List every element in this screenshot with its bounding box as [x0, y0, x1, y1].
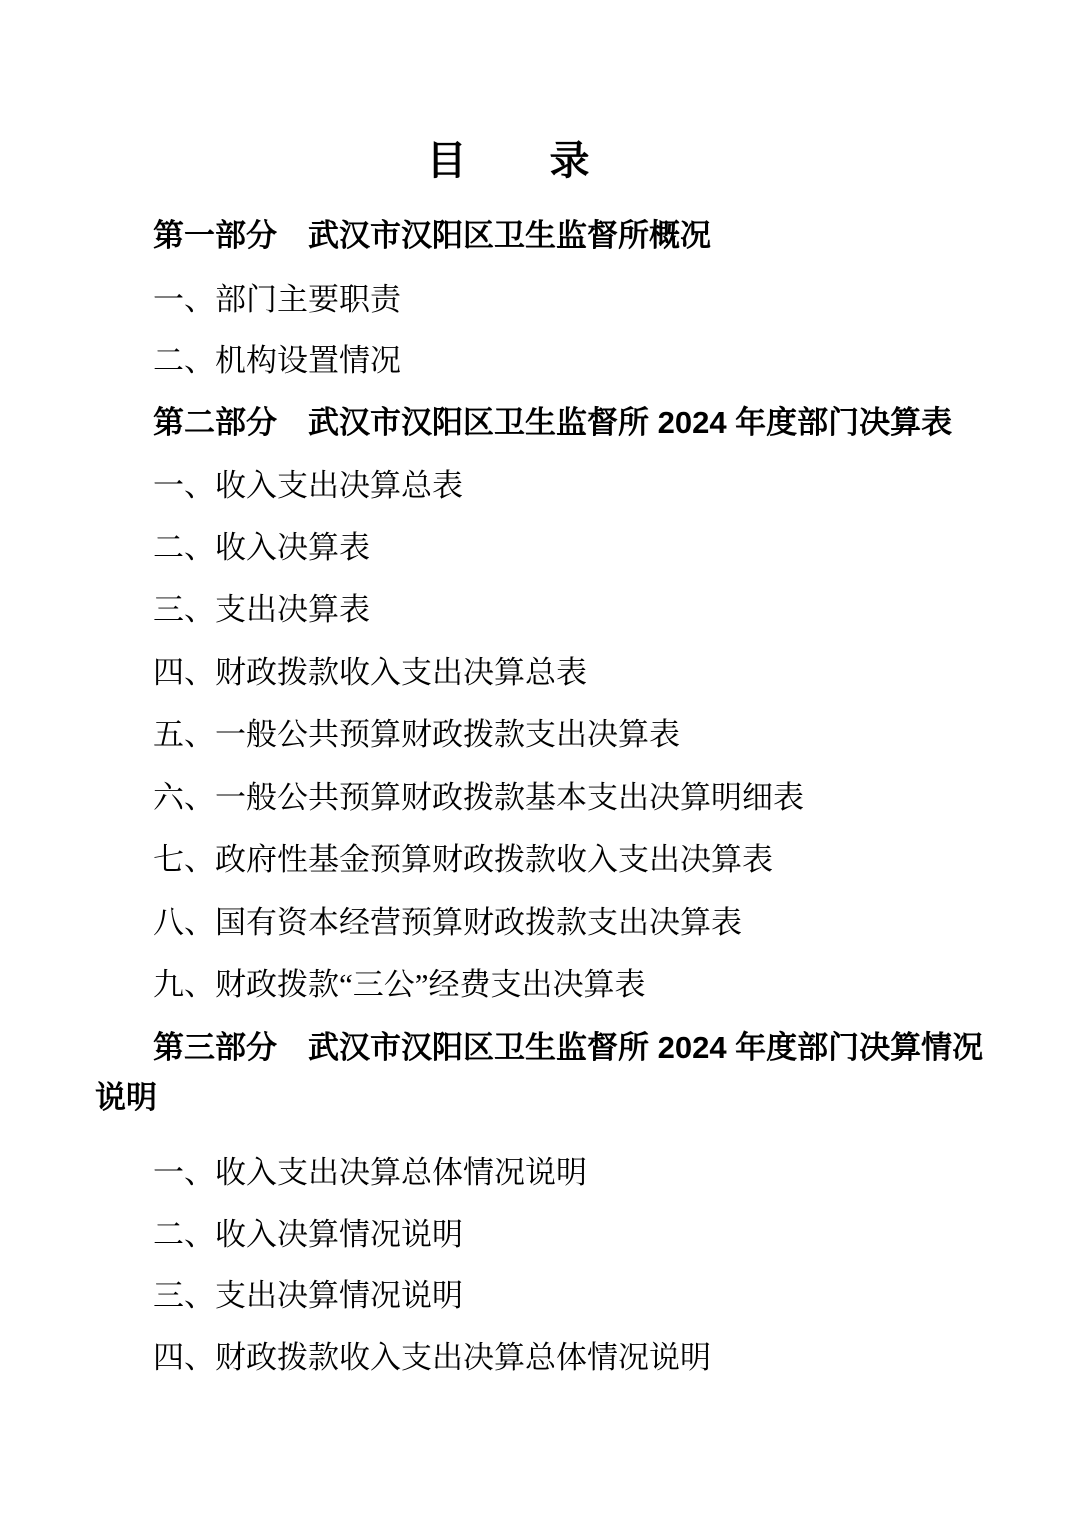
toc-item-part3-4: 四、财政拨款收入支出决算总体情况说明 — [153, 1340, 711, 1375]
toc-item-part2-4: 四、财政拨款收入支出决算总表 — [153, 655, 587, 690]
section-heading-part2: 第二部分 武汉市汉阳区卫生监督所 2024 年度部门决算表 — [153, 405, 953, 440]
toc-item-part1-1: 一、部门主要职责 — [153, 282, 401, 317]
toc-item-part2-8: 八、国有资本经营预算财政拨款支出决算表 — [153, 905, 742, 940]
toc-item-part2-2: 二、收入决算表 — [153, 530, 370, 565]
toc-item-part3-2: 二、收入决算情况说明 — [153, 1217, 463, 1252]
toc-item-part2-3: 三、支出决算表 — [153, 592, 370, 627]
toc-item-part1-2: 二、机构设置情况 — [153, 343, 401, 378]
toc-item-part3-3: 三、支出决算情况说明 — [153, 1278, 463, 1313]
toc-title: 目 录 — [426, 139, 591, 183]
toc-item-part3-1: 一、收入支出决算总体情况说明 — [153, 1155, 587, 1190]
section-heading-part1: 第一部分 武汉市汉阳区卫生监督所概况 — [153, 218, 711, 253]
toc-item-part2-7: 七、政府性基金预算财政拨款收入支出决算表 — [153, 842, 773, 877]
toc-item-part2-6: 六、一般公共预算财政拨款基本支出决算明细表 — [153, 780, 804, 815]
section-heading-part3-line1: 第三部分 武汉市汉阳区卫生监督所 2024 年度部门决算情况 — [153, 1030, 984, 1065]
toc-item-part2-1: 一、收入支出决算总表 — [153, 468, 463, 503]
section-heading-part3-line2: 说明 — [95, 1080, 157, 1115]
toc-item-part2-5: 五、一般公共预算财政拨款支出决算表 — [153, 717, 680, 752]
toc-item-part2-9: 九、财政拨款“三公”经费支出决算表 — [153, 967, 646, 1002]
